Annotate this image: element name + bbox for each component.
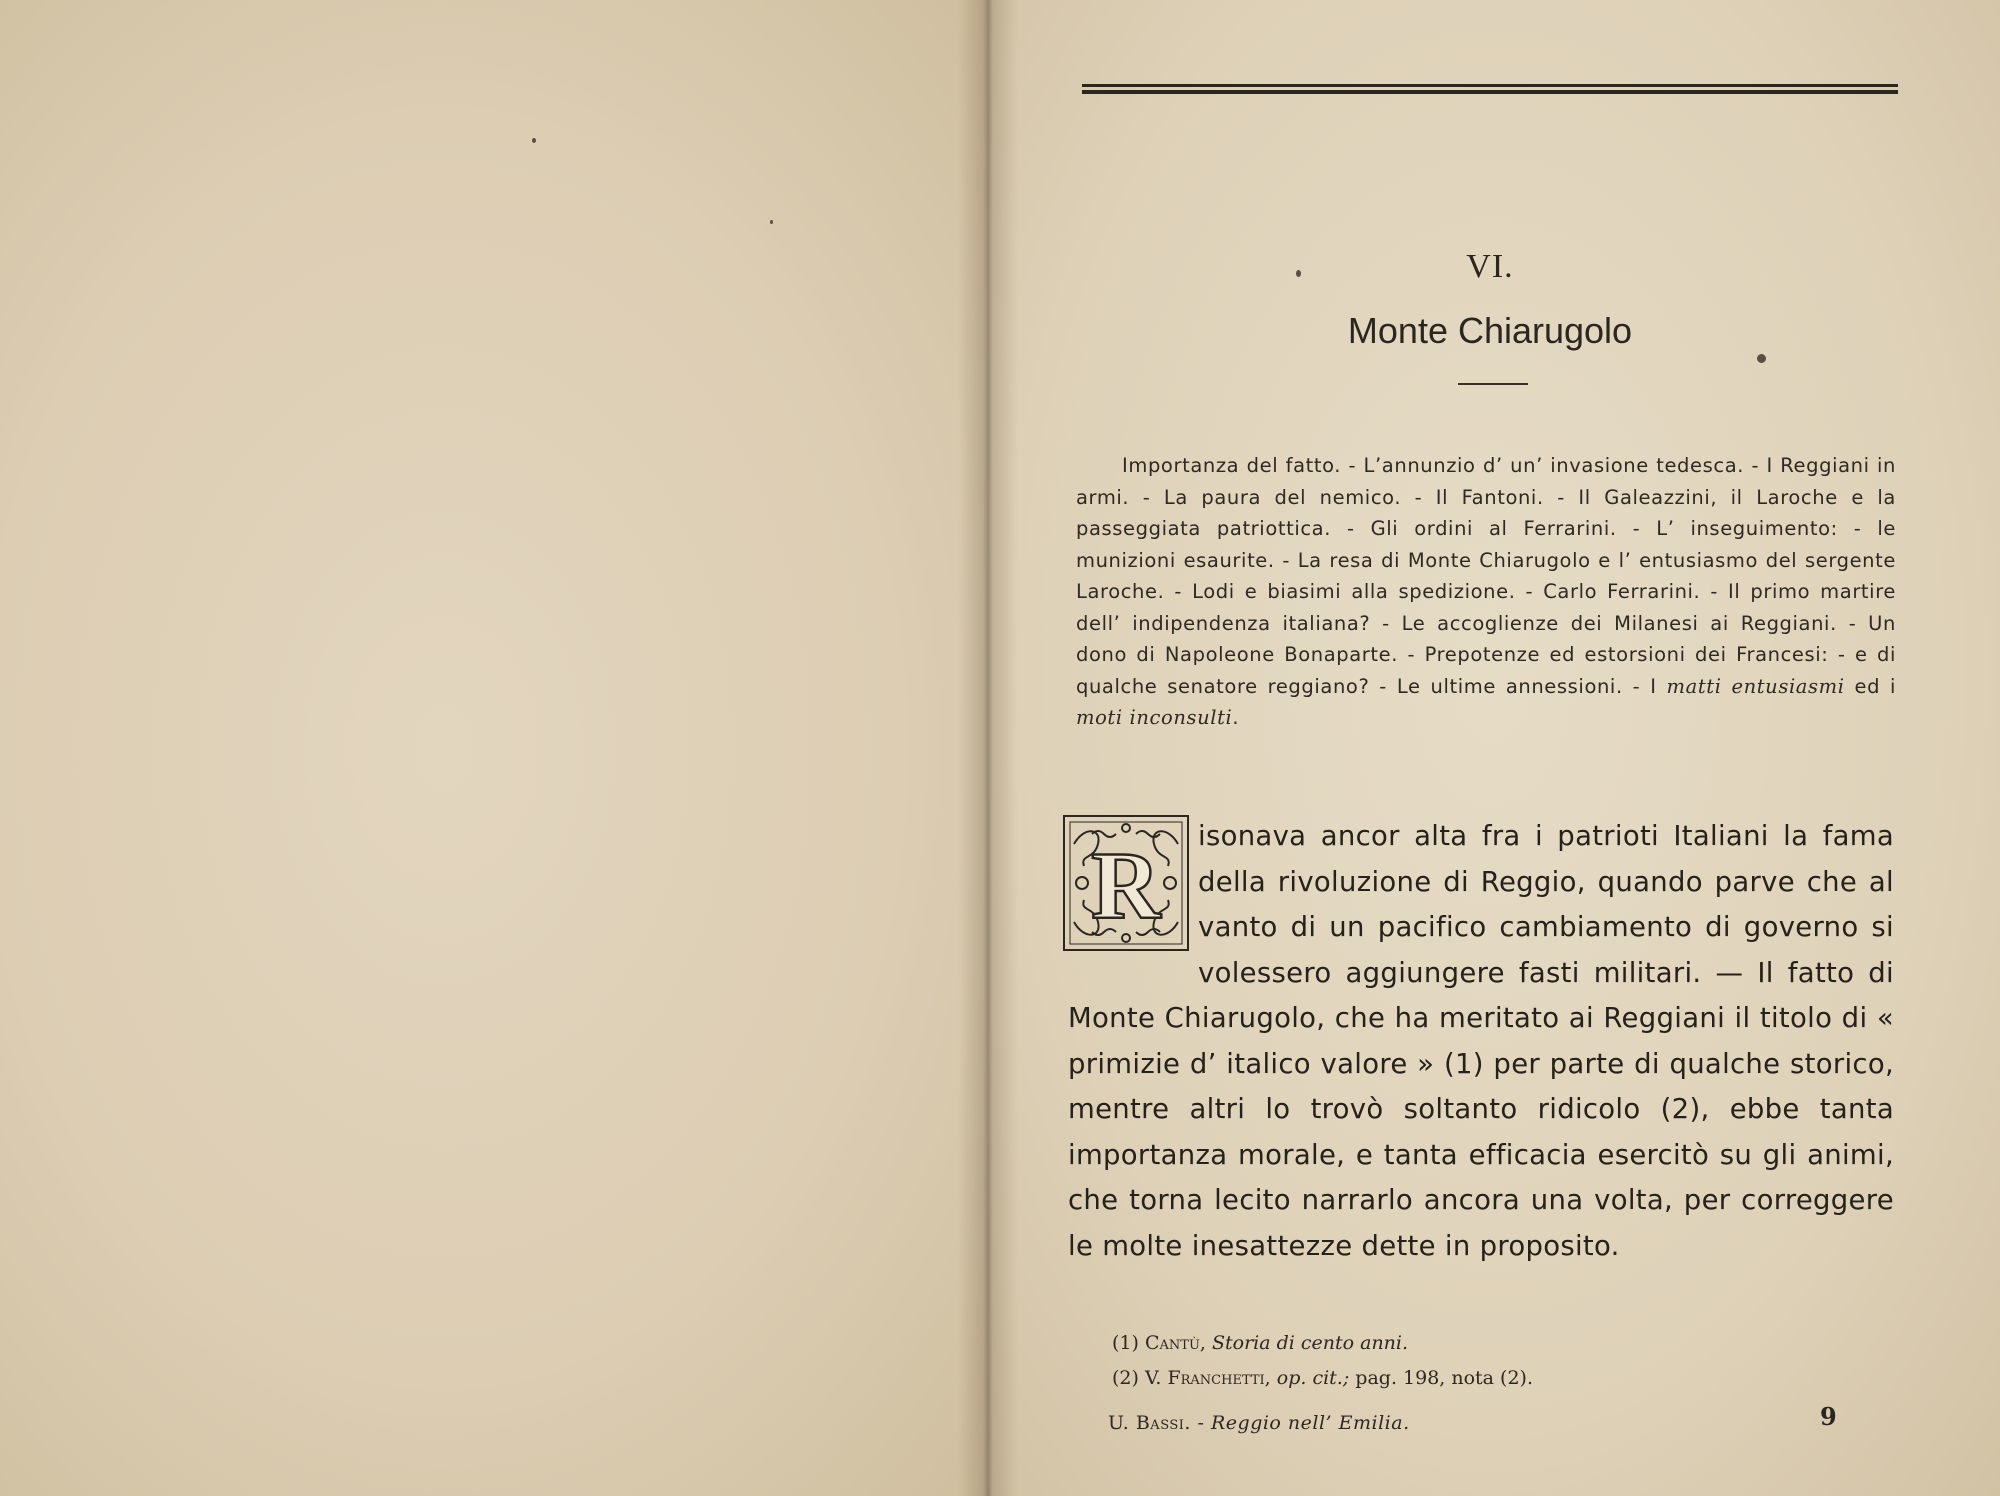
- footnote-author: V. Franchetti,: [1144, 1367, 1271, 1389]
- page-number: 9: [1820, 1402, 1837, 1431]
- footnote-1: [1112, 1326, 1712, 1361]
- chapter-title: Monte Chiarugolo: [1347, 310, 1633, 351]
- body-text: isonava ancor alta fra i patrioti Italiani la fama della rivoluzione di Reggio, quando parve che al vanto di un pacifico cambiamento di governo si volessero aggiungere fasti militari. — Il fatto di Monte Chiarugolo, che ha meritato ai Reggiani il titolo di « primizie d’ italico valore » (1) per parte di qualche storico, mentre altri lo trovò soltanto ridicolo (2), ebbe tanta importanza morale, e tanta efficacia esercitò su gli animi, che torna lecito narrarlo ancora una volta, per correggere le molte inesattezze dette in proposito.: [1068, 820, 1894, 1262]
- summary-text: Importanza del fatto. - L’annunzio d’ un’ invasione tedesca. - I Reggiani in armi. - La paura del nemico. - Il Fantoni. - Il Galeazzini, il Laroche e la passeggiata patriottica. - Gli ordini al Ferrarini. - L’ inseguimento: - le munizioni esaurite. - La resa di Monte Chiarugolo e l’ entusiasmo del sergente Laroche. - Lodi e biasimi alla spedizione. - Carlo Ferrarini. - Il primo martire dell’ indipendenza italiana? - Le accoglienze dei Milanesi ai Reggiani. - Un dono di Napoleone Bonaparte. - Prepotenze ed estorsioni dei Francesi: - e di qualche senatore reggiano? - Le ultime annessioni. - I: [1076, 454, 1896, 698]
- summary-italic-1: matti entusiasmi: [1666, 674, 1845, 698]
- summary-period: .: [1232, 706, 1240, 729]
- footnote-rest: pag. 198, nota (2).: [1355, 1367, 1534, 1389]
- footnote-author: Cantù,: [1144, 1332, 1206, 1354]
- book-gutter: [958, 0, 1018, 1496]
- footer-author: U. Bassi.: [1108, 1412, 1191, 1434]
- footnote-marker: (2): [1112, 1367, 1139, 1389]
- footnote-2: [1112, 1361, 1712, 1396]
- footnote-work: op. cit.;: [1276, 1367, 1350, 1389]
- summary-italic-2: moti inconsulti: [1076, 706, 1233, 729]
- header-rule-thin: [1082, 84, 1898, 87]
- running-footer: [1108, 1412, 1410, 1434]
- chapter-number: VI.: [1466, 248, 1514, 285]
- dropcap-letter: R: [1091, 832, 1161, 939]
- body-paragraph: [1068, 814, 1894, 1269]
- chapter-summary: [1076, 450, 1896, 734]
- summary-connector: ed i: [1854, 674, 1896, 698]
- right-page: [985, 0, 2000, 1496]
- dropcap-ornament: [1062, 814, 1190, 952]
- footer-separator: -: [1197, 1412, 1205, 1434]
- footer-title: Reggio nell’ Emilia.: [1210, 1412, 1410, 1434]
- paper-speck: [1296, 270, 1301, 277]
- title-divider: [1458, 383, 1528, 385]
- paper-speck: [532, 138, 536, 143]
- paper-speck: [1757, 354, 1766, 363]
- paper-speck: [770, 220, 773, 224]
- footnote-work: Storia di cento anni.: [1211, 1332, 1409, 1354]
- footnote-marker: (1): [1112, 1332, 1139, 1354]
- left-page-blank: [0, 0, 985, 1496]
- footnotes: [1112, 1326, 1712, 1396]
- header-rule-thick: [1082, 90, 1898, 94]
